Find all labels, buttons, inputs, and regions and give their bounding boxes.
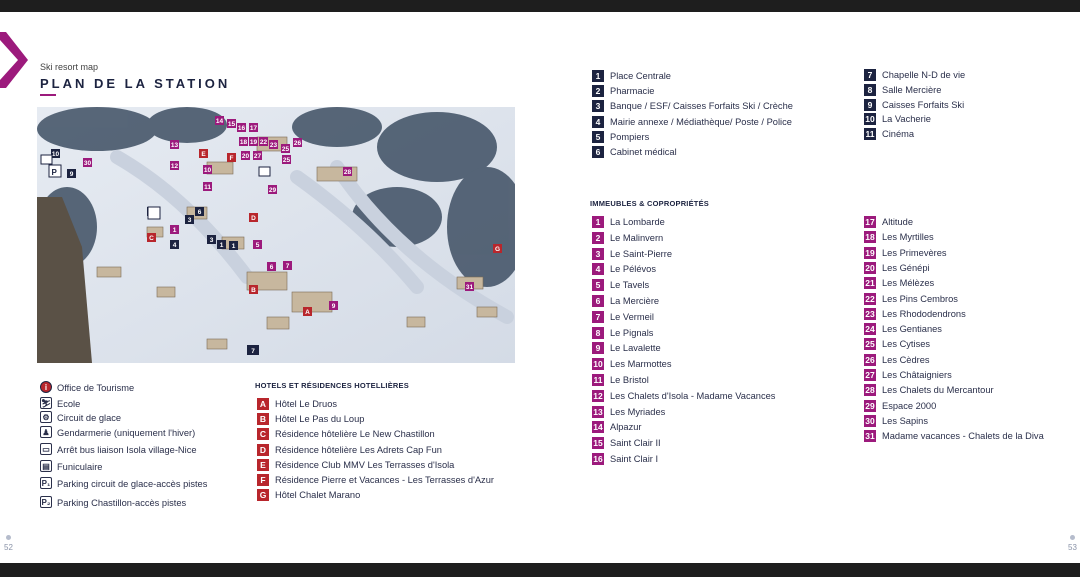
place-label: Mairie annexe / Médiathèque/ Poste / Police xyxy=(610,116,792,127)
residence-label: La Mercière xyxy=(610,296,660,306)
residence-label: Les Primevères xyxy=(882,247,947,258)
svg-text:14: 14 xyxy=(215,118,224,125)
svg-text:17: 17 xyxy=(249,125,258,132)
residence-badge: 19 xyxy=(865,247,875,258)
residence-badge: 31 xyxy=(865,431,875,442)
svg-text:15: 15 xyxy=(227,121,236,128)
hotel-badge: B xyxy=(257,413,269,425)
residences-heading: IMMEUBLES & COPROPRIÉTÉS xyxy=(590,199,709,208)
svg-text:1: 1 xyxy=(172,227,177,234)
residence-badge: 1 xyxy=(592,216,604,228)
svg-text:A: A xyxy=(305,309,310,316)
residence-badge: 2 xyxy=(592,232,604,244)
residence-badge: 24 xyxy=(865,324,875,335)
hotels-heading: HOTELS ET RÉSIDENCES HOTELLIÈRES xyxy=(255,381,409,390)
bus-icon: ▭ xyxy=(40,443,52,455)
residence-label: Les Cèdres xyxy=(882,354,930,365)
residence-label: Le Saint-Pierre xyxy=(610,248,673,259)
hotel-label: Hôtel Chalet Marano xyxy=(275,490,361,501)
residence-badge: 16 xyxy=(593,454,603,464)
residence-label: Saint Clair II xyxy=(610,438,661,449)
residence-label: Alpazur xyxy=(610,422,642,433)
hotel-label: Résidence Pierre et Vacances - Les Terrasses d'Azur xyxy=(275,475,494,485)
svg-text:1: 1 xyxy=(219,242,224,249)
place-badge: 8 xyxy=(864,84,876,96)
police-icon: ♟ xyxy=(40,426,52,438)
hotel-badge: C xyxy=(257,428,269,440)
place-badge: 11 xyxy=(865,129,875,140)
residence-badge: 10 xyxy=(593,359,603,370)
hotel-label: Résidence Club MMV Les Terrasses d'Isola xyxy=(275,459,455,470)
svg-text:23: 23 xyxy=(269,142,278,149)
svg-text:10: 10 xyxy=(51,151,60,158)
svg-text:25: 25 xyxy=(281,146,290,153)
residence-label: Le Bristol xyxy=(610,375,649,385)
residence-badge: 6 xyxy=(592,295,604,307)
residence-badge: 18 xyxy=(865,232,875,243)
svg-text:7: 7 xyxy=(285,263,290,270)
residence-label: Le Malinvern xyxy=(610,232,664,243)
place-badge: 1 xyxy=(592,70,604,82)
svg-text:D: D xyxy=(251,215,256,222)
residence-badge: 30 xyxy=(865,415,875,426)
hotel-badge: G xyxy=(257,489,269,501)
place-label: Salle Mercière xyxy=(882,84,942,95)
svg-text:28: 28 xyxy=(343,169,352,176)
residence-badge: 15 xyxy=(593,438,603,449)
svg-text:5: 5 xyxy=(255,242,260,249)
residence-label: Le Lavalette xyxy=(610,343,661,354)
svg-text:31: 31 xyxy=(465,284,474,291)
residence-badge: 26 xyxy=(865,354,875,365)
residence-label: Le Vermeil xyxy=(610,311,654,322)
residence-label: Les Génépi xyxy=(882,262,930,273)
residence-label: Les Myrtilles xyxy=(882,232,934,243)
residence-badge: 13 xyxy=(593,406,603,417)
svg-text:6: 6 xyxy=(197,209,202,216)
residence-label: Les Chalets du Mercantour xyxy=(882,385,994,396)
svg-text:16: 16 xyxy=(237,125,246,132)
ice-circuit-icon: ⚙ xyxy=(40,411,52,423)
residence-label: Le Tavels xyxy=(610,280,650,291)
hotel-badge: E xyxy=(257,459,269,471)
place-badge: 6 xyxy=(592,146,604,158)
place-badge: 9 xyxy=(864,99,876,111)
residence-badge: 17 xyxy=(865,217,875,227)
resort-map xyxy=(37,107,515,363)
residence-badge: 4 xyxy=(592,263,604,275)
svg-text:25: 25 xyxy=(282,157,291,164)
svg-text:20: 20 xyxy=(241,153,250,160)
svg-text:18: 18 xyxy=(239,139,248,146)
residence-badge: 11 xyxy=(593,375,603,385)
residence-badge: 3 xyxy=(592,248,604,260)
residence-label: Espace 2000 xyxy=(882,400,937,411)
tourism-office-icon: i xyxy=(40,381,52,393)
residence-label: Les Mélèzes xyxy=(882,278,935,289)
residence-label: Les Sapins xyxy=(882,415,928,426)
residence-label: Les Châtaigniers xyxy=(882,370,952,380)
svg-text:G: G xyxy=(494,246,501,253)
parking-p1-icon: P₁ xyxy=(41,479,51,488)
residence-badge: 14 xyxy=(593,422,603,433)
residence-label: Les Gentianes xyxy=(882,324,942,335)
svg-text:4: 4 xyxy=(172,242,177,249)
chevron-arrow-icon xyxy=(0,22,40,94)
residence-badge: 21 xyxy=(865,278,875,289)
svg-text:12: 12 xyxy=(170,163,179,170)
residence-badge: 12 xyxy=(593,390,603,401)
top-frame-bar xyxy=(0,0,1080,12)
hotel-badge: F xyxy=(257,474,269,486)
svg-text:F: F xyxy=(229,155,234,162)
svg-text:22: 22 xyxy=(259,139,268,146)
hotel-label: Résidence hôtelière Les Adrets Cap Fun xyxy=(275,444,442,455)
svg-text:19: 19 xyxy=(249,139,258,146)
svg-text:7: 7 xyxy=(251,348,255,355)
map-subtitle: Ski resort map xyxy=(40,62,99,72)
residence-label: Les Pins Cembros xyxy=(882,293,958,304)
svg-text:P: P xyxy=(51,168,57,177)
svg-text:3: 3 xyxy=(187,217,192,224)
residence-label: Altitude xyxy=(882,217,914,227)
place-label: Cinéma xyxy=(882,129,915,140)
place-badge: 3 xyxy=(592,100,604,112)
parking-p2-icon: P₂ xyxy=(41,498,51,507)
residence-badge: 23 xyxy=(865,308,875,319)
hotel-badge: A xyxy=(257,398,269,410)
svg-text:9: 9 xyxy=(331,303,336,310)
residence-badge: 9 xyxy=(592,342,604,354)
svg-text:6: 6 xyxy=(269,264,274,271)
residence-label: Saint Clair I xyxy=(610,454,659,464)
svg-text:30: 30 xyxy=(83,160,92,167)
residence-badge: 28 xyxy=(865,385,875,396)
title-underline xyxy=(40,94,56,96)
svg-text:B: B xyxy=(251,287,256,294)
residence-badge: 20 xyxy=(865,262,875,273)
place-badge: 7 xyxy=(864,69,876,81)
svg-text:29: 29 xyxy=(268,187,277,194)
hotel-label: Hôtel Le Druos xyxy=(275,399,338,409)
svg-text:9: 9 xyxy=(69,171,74,178)
place-badge: 5 xyxy=(592,131,604,143)
place-label: Place Centrale xyxy=(610,71,671,81)
place-badge: 2 xyxy=(592,85,604,97)
place-label: Cabinet médical xyxy=(610,147,677,157)
svg-text:27: 27 xyxy=(253,153,262,160)
residence-label: Les Myriades xyxy=(610,406,666,417)
svg-text:26: 26 xyxy=(293,140,302,147)
page-dot-right xyxy=(1070,535,1075,540)
svg-text:E: E xyxy=(201,151,206,158)
page-title: PLAN DE LA STATION xyxy=(40,76,231,91)
place-badge: 4 xyxy=(592,116,604,128)
residence-badge: 25 xyxy=(865,339,875,350)
page-number-left: 52 xyxy=(4,543,13,552)
place-badge: 10 xyxy=(865,114,875,125)
ski-school-icon: ⛷ xyxy=(41,399,52,408)
place-label: Pharmacie xyxy=(610,86,655,97)
residence-badge: 27 xyxy=(865,370,875,380)
svg-text:10: 10 xyxy=(203,167,212,174)
residence-badge: 5 xyxy=(592,279,604,291)
residence-badge: 8 xyxy=(592,327,604,339)
hotel-label: Résidence hôtelière Le New Chastillon xyxy=(275,429,435,440)
svg-text:3: 3 xyxy=(209,237,214,244)
svg-text:13: 13 xyxy=(170,142,179,149)
page-number-right: 53 xyxy=(1068,543,1077,552)
place-label: Caisses Forfaits Ski xyxy=(882,99,965,110)
place-label: Pompiers xyxy=(610,131,650,142)
residence-label: Madame vacances - Chalets de la Diva xyxy=(882,431,1044,442)
bottom-frame-bar xyxy=(0,563,1080,577)
hotel-badge: D xyxy=(257,444,269,456)
residence-badge: 22 xyxy=(865,293,875,304)
svg-text:11: 11 xyxy=(204,184,211,191)
funicular-icon: ▤ xyxy=(40,460,52,472)
residence-label: Les Chalets d'Isola - Madame Vacances xyxy=(610,390,776,401)
place-label: Banque / ESF/ Caisses Forfaits Ski / Crèche xyxy=(610,101,793,112)
residence-badge: 7 xyxy=(592,311,604,323)
residence-label: Le Pignals xyxy=(610,327,654,338)
residence-badge: 29 xyxy=(865,400,875,411)
place-label: La Vacherie xyxy=(882,114,931,125)
residence-label: Le Pélévos xyxy=(610,264,656,275)
page-dot-left xyxy=(6,535,11,540)
svg-text:1: 1 xyxy=(231,243,236,250)
residence-label: Les Cytises xyxy=(882,339,931,350)
hotel-label: Hôtel Le Pas du Loup xyxy=(275,414,365,425)
place-label: Chapelle N-D de vie xyxy=(882,70,966,80)
residence-label: La Lombarde xyxy=(610,217,665,227)
residence-label: Les Rhododendrons xyxy=(882,308,966,319)
svg-text:C: C xyxy=(149,235,154,242)
residence-label: Les Marmottes xyxy=(610,359,672,370)
